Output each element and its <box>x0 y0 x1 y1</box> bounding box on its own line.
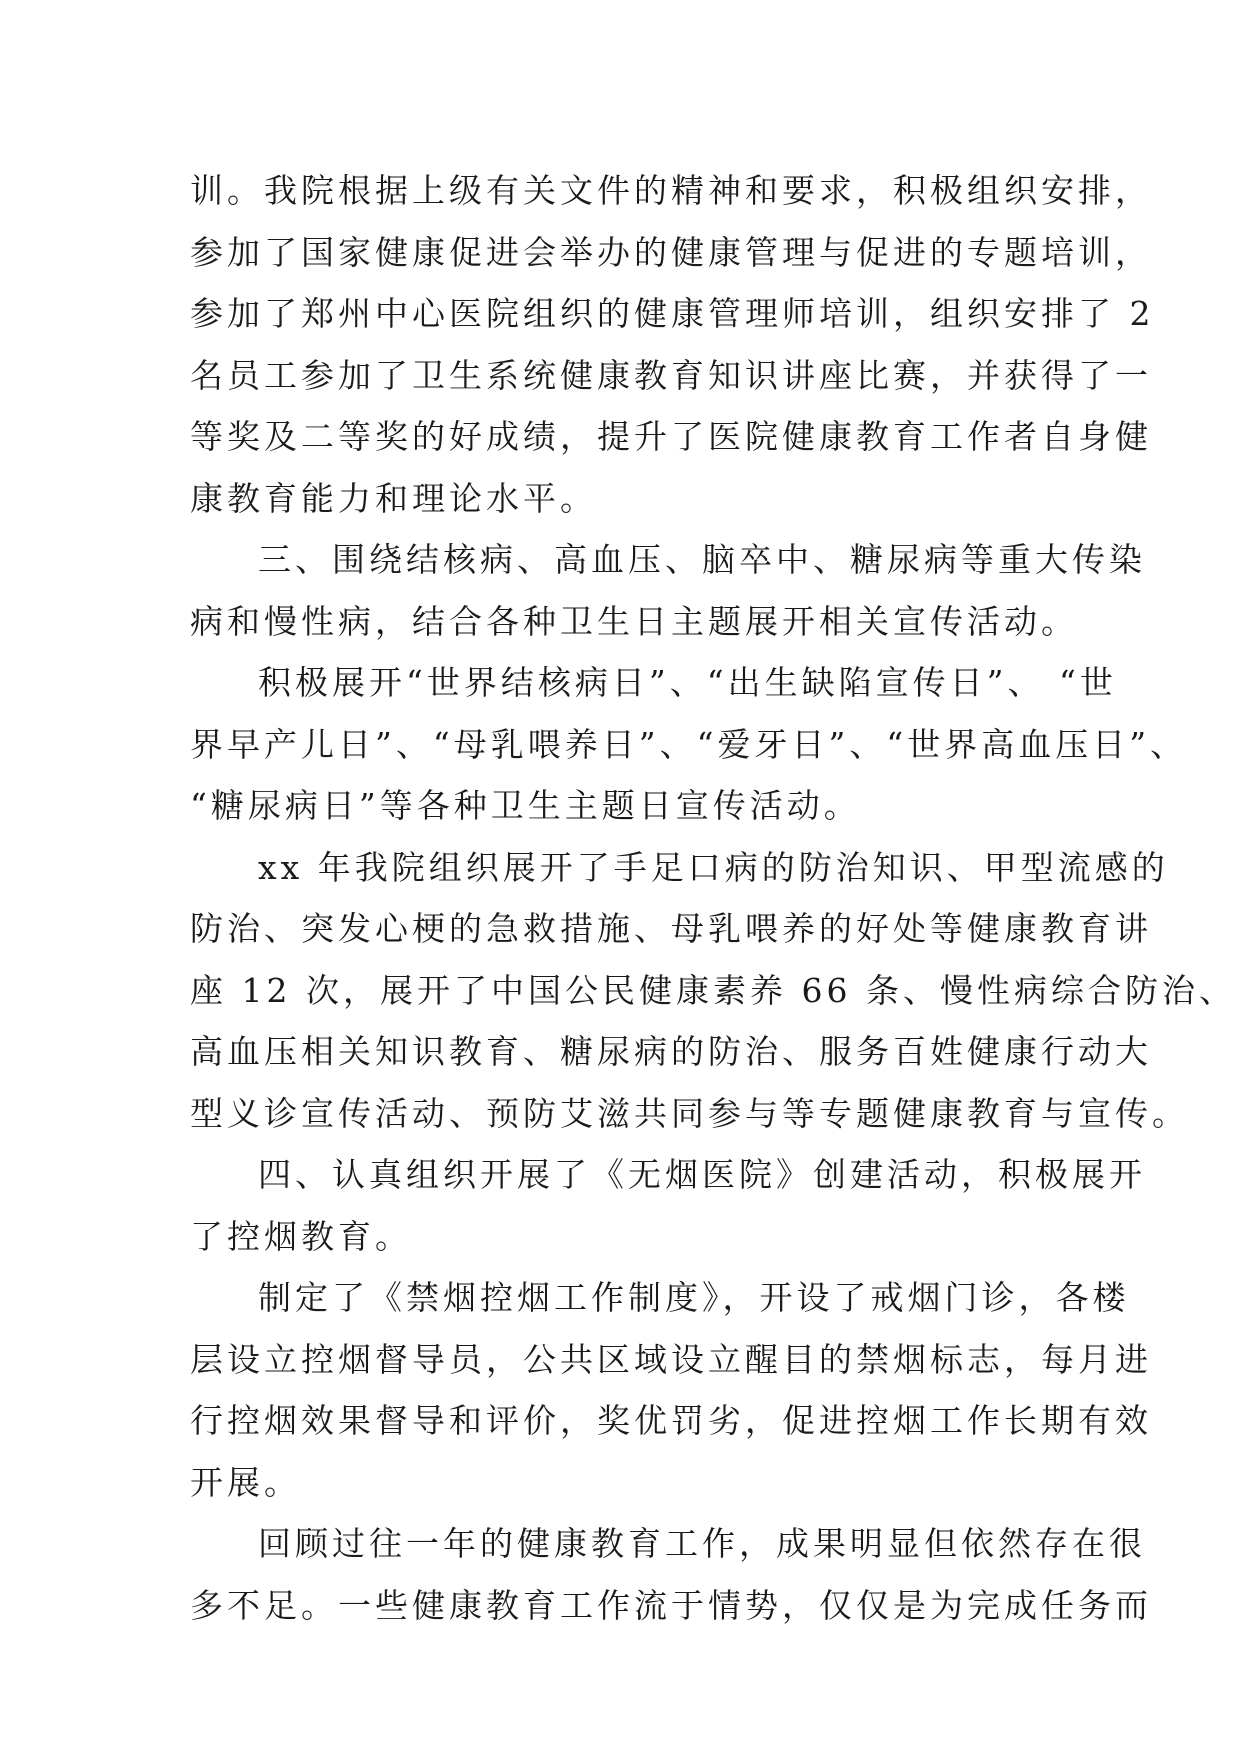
text-line: 等奖及二等奖的好成绩，提升了医院健康教育工作者自身健 <box>190 417 1152 456</box>
text-line: 训。我院根据上级有关文件的精神和要求，积极组织安排， <box>190 171 1152 210</box>
text-line: 回顾过往一年的健康教育工作，成果明显但依然存在很 <box>258 1524 1146 1563</box>
text-line: 多不足。一些健康教育工作流于情势，仅仅是为完成任务而 <box>190 1585 1152 1625</box>
text-line: 积极展开“世界结核病日”、“出生缺陷宣传日”、 “世 <box>258 663 1117 702</box>
body-text <box>190 160 1236 1636</box>
text-line: “糖尿病日”等各种卫生主题日宣传活动。 <box>190 786 861 825</box>
text-line: 行控烟效果督导和评价，奖优罚劣，促进控烟工作长期有效 <box>190 1401 1152 1440</box>
text-line: xx 年我院组织展开了手足口病的防治知识、甲型流感的 <box>258 847 1169 887</box>
text-line: 高血压相关知识教育、糖尿病的防治、服务百姓健康行动大 <box>190 1032 1152 1071</box>
text-line: 防治、突发心梗的急救措施、母乳喂养的好处等健康教育讲 <box>190 909 1152 948</box>
text-line: 参加了国家健康促进会举办的健康管理与促进的专题培训， <box>190 232 1152 272</box>
text-line: 层设立控烟督导员，公共区域设立醒目的禁烟标志，每月进 <box>190 1339 1152 1379</box>
text-line: 界早产儿日”、“母乳喂养日”、“爱牙日”、“世界高血压日”、 <box>190 724 1188 764</box>
text-line: 病和慢性病，结合各种卫生日主题展开相关宣传活动。 <box>190 601 1078 641</box>
text-line: 名员工参加了卫生系统健康教育知识讲座比赛，并获得了一 <box>190 355 1152 395</box>
text-line: 康教育能力和理论水平。 <box>190 478 597 518</box>
text-line: 参加了郑州中心医院组织的健康管理师培训，组织安排了 2 <box>190 294 1155 333</box>
text-line: 三、围绕结核病、高血压、脑卒中、糖尿病等重大传染 <box>258 540 1146 579</box>
text-line: 四、认真组织开展了《无烟医院》创建活动，积极展开 <box>258 1155 1146 1194</box>
text-line: 了控烟教育。 <box>190 1216 412 1256</box>
text-line: 制定了《禁烟控烟工作制度》，开设了戒烟门诊，各楼 <box>258 1278 1130 1317</box>
text-line: 座 12 次，展开了中国公民健康素养 66 条、慢性病综合防治、 <box>190 970 1236 1010</box>
text-line: 开展。 <box>190 1462 301 1502</box>
text-line: 型义诊宣传活动、预防艾滋共同参与等专题健康教育与宣传。 <box>190 1093 1189 1133</box>
